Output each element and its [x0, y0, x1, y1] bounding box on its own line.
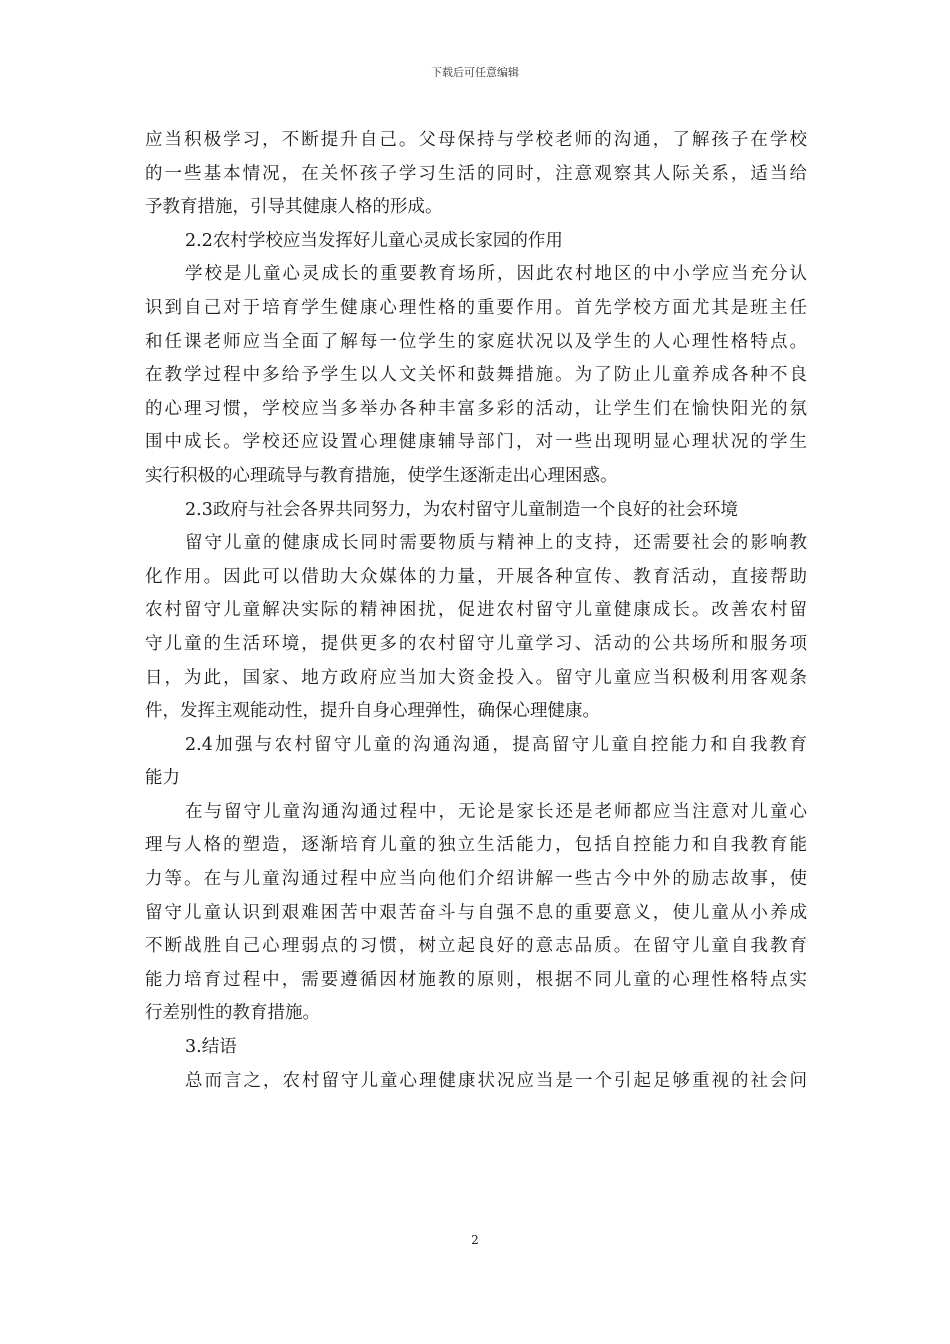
text-line: 日，为此，国家、地方政府应当加大资金投入。留守儿童应当积极利用客观条 [145, 667, 807, 688]
page-header: 下载后可任意编辑 [431, 66, 519, 79]
text-line: 留守儿童认识到艰难困苦中艰苦奋斗与自强不息的重要意义，使儿童从小养成 [145, 902, 807, 923]
text-line: 予教育措施，引导其健康人格的形成。 [145, 197, 443, 218]
text-line: 化作用。因此可以借助大众媒体的力量，开展各种宣传、教育活动，直接帮助 [145, 566, 807, 587]
text-line: 力等。在与儿童沟通过程中应当向他们介绍讲解一些古今中外的励志故事，使 [145, 869, 807, 890]
document-body [145, 124, 807, 1098]
text-line: 围中成长。学校还应设置心理健康辅导部门，对一些出现明显心理状况的学生 [145, 432, 807, 453]
text-line: 留守儿童的健康成长同时需要物质与精神上的支持，还需要社会的影响教 [185, 533, 807, 554]
text-line: 和任课老师应当全面了解每一位学生的家庭状况以及学生的人心理性格特点。 [145, 331, 807, 352]
text-line: 不断战胜自己心理弱点的习惯，树立起良好的意志品质。在留守儿童自我教育 [145, 936, 807, 957]
text-line: 2.4加强与农村留守儿童的沟通沟通，提高留守儿童自控能力和自我教育 [185, 734, 807, 755]
text-line: 2.3政府与社会各界共同努力，为农村留守儿童制造一个良好的社会环境 [185, 499, 738, 520]
text-line: 在教学过程中多给予学生以人文关怀和鼓舞措施。为了防止儿童养成各种不良 [145, 365, 807, 386]
text-line: 件，发挥主观能动性，提升自身心理弹性，确保心理健康。 [145, 701, 600, 722]
text-line: 守儿童的生活环境，提供更多的农村留守儿童学习、活动的公共场所和服务项 [145, 633, 807, 654]
text-line: 总而言之，农村留守儿童心理健康状况应当是一个引起足够重视的社会问 [185, 1070, 807, 1091]
text-line: 农村留守儿童解决实际的精神困扰，促进农村留守儿童健康成长。改善农村留 [145, 600, 807, 621]
text-line: 在与留守儿童沟通沟通过程中，无论是家长还是老师都应当注意对儿童心 [185, 801, 807, 822]
text-line: 能力 [145, 768, 180, 789]
text-line: 学校是儿童心灵成长的重要教育场所，因此农村地区的中小学应当充分认 [185, 264, 807, 285]
text-line: 实行积极的心理疏导与教育措施，使学生逐渐走出心理困惑。 [145, 465, 618, 486]
text-line: 行差别性的教育措施。 [145, 1003, 320, 1024]
text-line: 的心理习惯，学校应当多举办各种丰富多彩的活动，让学生们在愉快阳光的氛 [145, 398, 807, 419]
text-line: 理与人格的塑造，逐渐培育儿童的独立生活能力，包括自控能力和自我教育能 [145, 835, 807, 856]
text-line: 识到自己对于培育学生健康心理性格的重要作用。首先学校方面尤其是班主任 [145, 297, 807, 318]
page-number: 2 [471, 1233, 479, 1247]
text-line: 能力培育过程中，需要遵循因材施教的原则，根据不同儿童的心理性格特点实 [145, 969, 807, 990]
text-line: 3.结语 [185, 1037, 237, 1058]
text-line: 应当积极学习，不断提升自己。父母保持与学校老师的沟通，了解孩子在学校 [145, 130, 807, 150]
text-line: 2.2农村学校应当发挥好儿童心灵成长家园的作用 [185, 230, 563, 251]
text-line: 的一些基本情况，在关怀孩子学习生活的同时，注意观察其人际关系，适当给 [145, 163, 807, 184]
